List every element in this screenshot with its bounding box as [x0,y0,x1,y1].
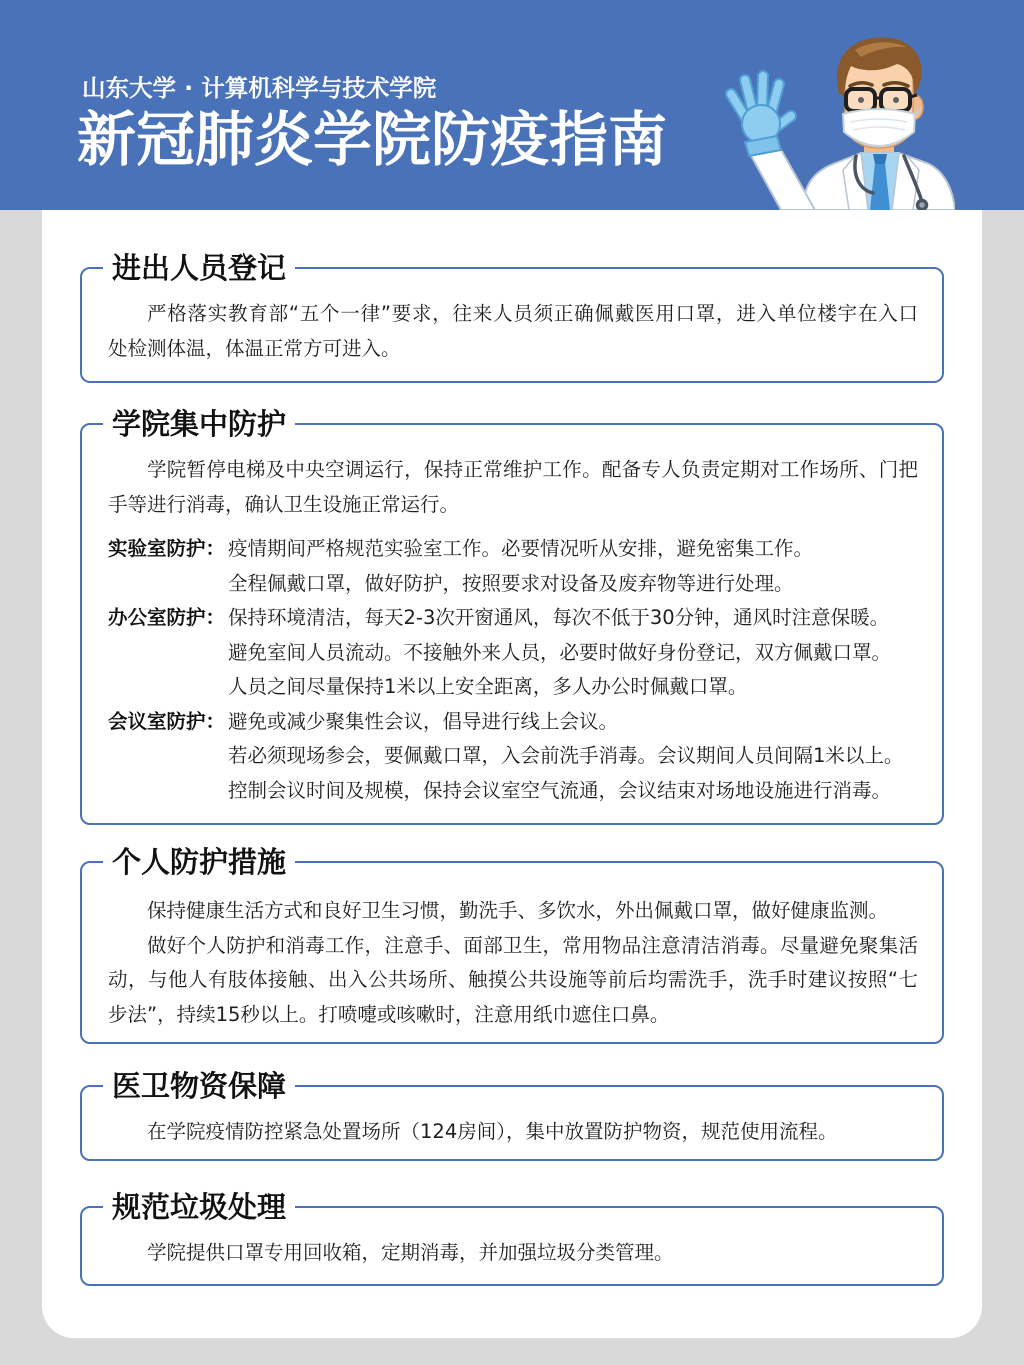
text-line: 做好个人防护和消毒工作，注意手、面部卫生，常用物品注意清洁消毒。尽量避免聚集活 [147,933,918,957]
text-line: 学院提供口罩专用回收箱，定期消毒，并加强垃圾分类管理。 [147,1241,674,1264]
text-line: 学院暂停电梯及中央空调运行，保持正常维护工作。配备专人负责定期对工作场所、门把 [147,458,918,481]
page-title: 新冠肺炎学院防疫指南 [77,105,668,174]
doctor-coat [803,153,955,210]
paragraph [108,929,918,1033]
section-visitor-registration [80,251,944,383]
text-line: 动，与他人有肢体接触、出入公共场所、触摸公共设施等前后均需洗手，洗手时建议按照“七 [108,968,918,991]
section-personal-protection [80,845,944,1044]
paragraph [108,453,918,522]
header-banner [0,0,1024,210]
text-line: 若必须现场参会，要佩戴口罩，入会前洗手消毒。会议期间人员间隔1米以上。 [228,744,904,767]
item-content [228,705,918,809]
text-line: 全程佩戴口罩，做好防护，按照要求对设备及废弃物等进行处理。 [228,571,794,595]
paragraph [108,297,918,366]
section-title: 医卫物资保障 [103,1068,295,1104]
section-title: 学院集中防护 [103,406,295,442]
glasses-icon [846,89,917,111]
paragraph [108,1236,918,1271]
section-title: 规范垃圾处理 [103,1189,295,1225]
text-line: 避免室间人员流动。不接触外来人员，必要时做好身份登记，双方佩戴口罩。 [228,640,892,664]
item-content [228,532,918,601]
item-label: 实验室防护： [108,537,226,560]
item-label: 办公室防护： [108,606,226,629]
item-content [228,601,918,705]
paragraph [108,1115,918,1150]
protection-item-lab [108,532,918,601]
waving-glove-hand-icon [731,76,791,156]
text-line: 步法”，持续15秒以上。打喷嚏或咳嗽时，注意用纸巾遮住口鼻。 [108,1002,670,1026]
text-line: 手等进行消毒，确认卫生设施正常运行。 [108,492,460,516]
section-waste-disposal [80,1190,944,1286]
protection-item-list [108,532,918,808]
protection-item-office [108,601,918,705]
institution-subtitle: 山东大学 · 计算机科学与技术学院 [82,74,437,102]
text-line: 保持环境清洁，每天2-3次开窗通风，每次不低于30分钟，通风时注意保暖。 [228,606,890,629]
protection-item-meeting-room [108,705,918,809]
section-college-protection [80,407,944,825]
section-title: 进出人员登记 [103,250,295,286]
text-line: 人员之间尽量保持1米以上安全距离，多人办公时佩戴口罩。 [228,675,748,698]
doctor-arm [749,146,815,210]
section-title: 个人防护措施 [103,844,295,880]
paragraph [108,894,918,929]
text-line: 处检测体温，体温正常方可进入。 [108,336,401,360]
doctor-waving-icon [715,30,955,210]
section-medical-supplies [80,1069,944,1161]
text-line: 保持健康生活方式和良好卫生习惯，勤洗手、多饮水，外出佩戴口罩，做好健康监测。 [147,899,889,922]
text-line: 疫情期间严格规范实验室工作。必要情况听从安排，避免密集工作。 [228,537,814,560]
text-line: 避免或减少聚集性会议，倡导进行线上会议。 [228,709,619,733]
text-line: 严格落实教育部“五个一律”要求，往来人员须正确佩戴医用口罩，进入单位楼宇在入口 [147,302,918,325]
text-line: 控制会议时间及规模，保持会议室空气流通，会议结束对场地设施进行消毒。 [228,778,892,802]
item-label: 会议室防护： [108,709,226,733]
text-line: 在学院疫情防控紧急处置场所（124房间），集中放置防护物资，规范使用流程。 [147,1120,838,1143]
